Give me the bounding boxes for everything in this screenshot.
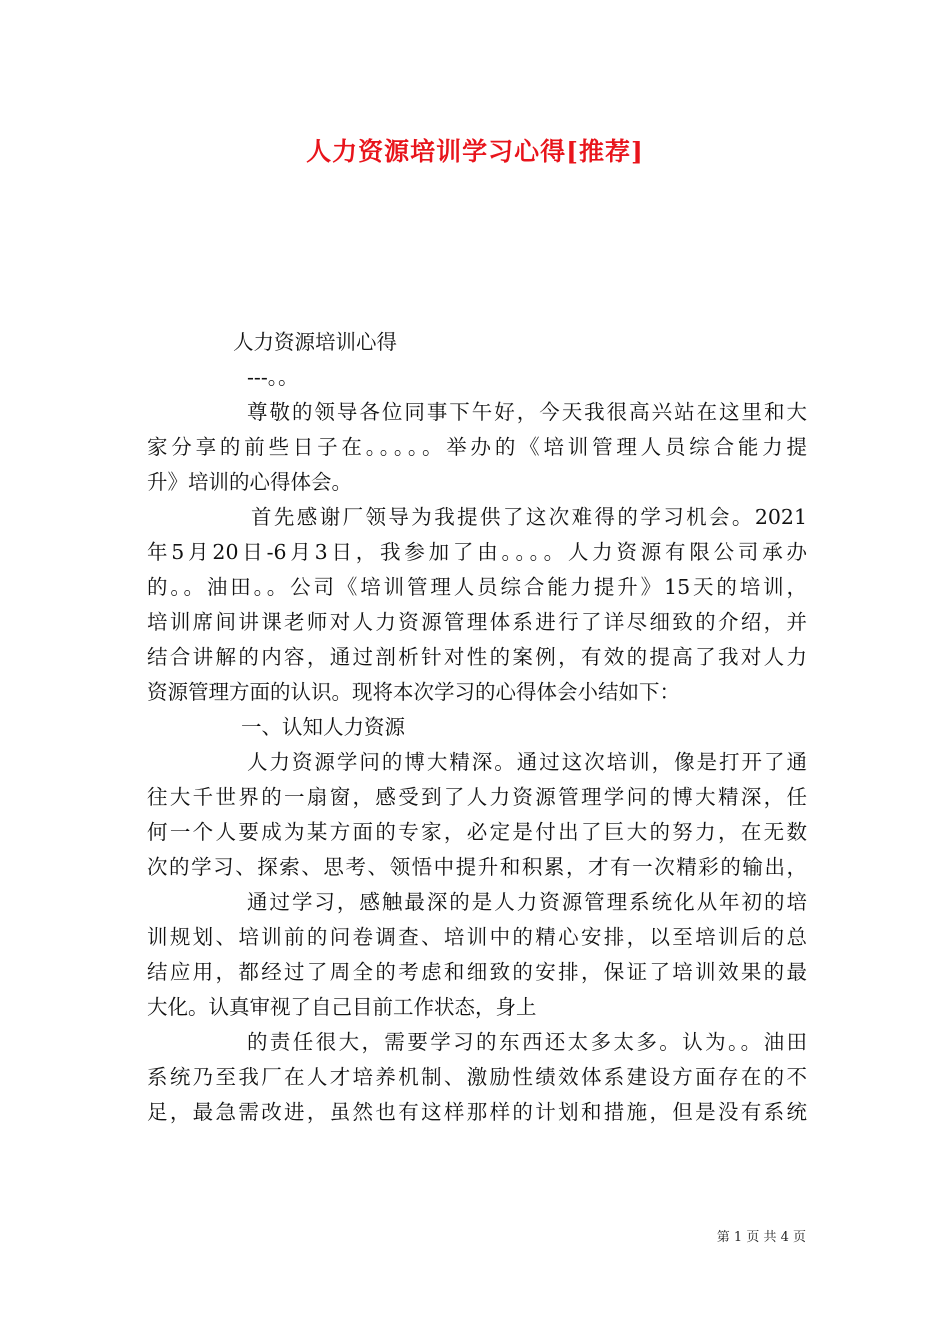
text-line: 首先感谢厂领导为我提供了这次难得的学习机会。2021 [251, 505, 807, 529]
text-line: 次的学习、探索、思考、领悟中提升和积累，才有一次精彩的输出， [147, 855, 807, 879]
text-line: 系统乃至我厂在人才培养机制、激励性绩效体系建设方面存在的不 [147, 1065, 807, 1089]
text-line: 资源管理方面的认识。现将本次学习的心得体会小结如下： [147, 680, 680, 704]
text-line: 年5月20日-6月3日，我参加了由。。。。人力资源有限公司承办 [147, 540, 807, 564]
text-line: 通过学习，感触最深的是人力资源管理系统化从年初的培 [247, 890, 807, 914]
text-line: 尊敬的领导各位同事下午好，今天我很高兴站在这里和大 [247, 400, 807, 424]
text-line: 培训席间讲课老师对人力资源管理体系进行了详尽细致的介绍，并 [147, 610, 807, 634]
text-line: 升》培训的心得体会。 [147, 470, 352, 494]
text-line: 训规划、培训前的问卷调查、培训中的精心安排，以至培训后的总 [147, 925, 807, 949]
text-line: 人力资源学问的博大精深。通过这次培训，像是打开了通 [247, 750, 807, 774]
text-line: 结应用，都经过了周全的考虑和细致的安排，保证了培训效果的最 [147, 960, 807, 984]
document-title: 人力资源培训学习心得[推荐] [306, 137, 644, 166]
text-line: 何一个人要成为某方面的专家，必定是付出了巨大的努力，在无数 [147, 820, 807, 844]
text-line: 往大千世界的一扇窗，感受到了人力资源管理学问的博大精深，任 [147, 785, 807, 809]
text-line: ---。。 [247, 365, 299, 389]
text-line: 家分享的前些日子在。。。。。举办的《培训管理人员综合能力提 [147, 435, 807, 459]
text-line: 结合讲解的内容，通过剖析针对性的案例，有效的提高了我对人力 [147, 645, 807, 669]
page-footer: 第 1 页 共 4 页 [716, 1230, 806, 1245]
document-body [147, 325, 807, 1130]
text-line: 的。。油田。。公司《培训管理人员综合能力提升》15天的培训， [147, 575, 807, 599]
text-line: 的责任很大，需要学习的东西还太多太多。认为。。油田 [247, 1030, 807, 1054]
text-line: 人力资源培训心得 [233, 330, 397, 354]
text-line: 足，最急需改进，虽然也有这样那样的计划和措施，但是没有系统 [147, 1100, 807, 1124]
text-line: 大化。认真审视了自己目前工作状态，身上 [147, 995, 537, 1019]
text-line: 一、认知人力资源 [241, 715, 405, 739]
